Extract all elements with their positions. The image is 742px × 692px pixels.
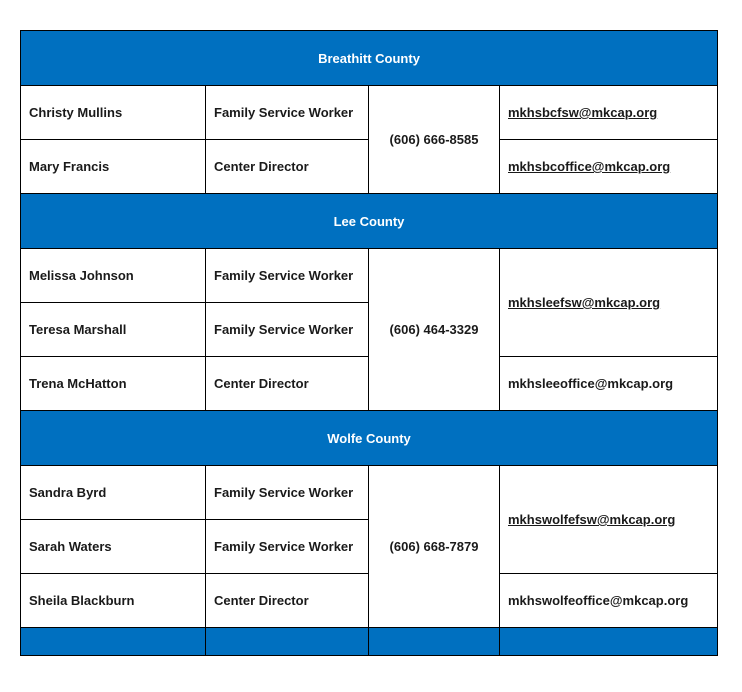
staff-title: Family Service Worker (206, 86, 369, 140)
staff-name: Sandra Byrd (21, 466, 206, 520)
county-header-row (21, 31, 718, 86)
staff-name: Christy Mullins (21, 86, 206, 140)
county-phone: (606) 464-3329 (369, 249, 500, 411)
table-footer-row (21, 628, 718, 656)
email-cell (500, 574, 718, 628)
email-link[interactable]: mkhsleefsw@mkcap.org (508, 295, 661, 310)
county-header-row (21, 194, 718, 249)
staff-name: Mary Francis (21, 140, 206, 194)
staff-title: Family Service Worker (206, 520, 369, 574)
table-row (21, 86, 718, 140)
email-cell (500, 86, 718, 140)
staff-name: Trena McHatton (21, 357, 206, 411)
staff-title: Center Director (206, 357, 369, 411)
county-heading-wolfe: Wolfe County (21, 411, 718, 466)
email-cell (500, 140, 718, 194)
county-phone: (606) 668-7879 (369, 466, 500, 628)
email-text: mkhswolfeoffice@mkcap.org (508, 593, 689, 608)
footer-cell (21, 628, 206, 656)
county-header-row (21, 411, 718, 466)
staff-title: Family Service Worker (206, 249, 369, 303)
staff-title: Family Service Worker (206, 303, 369, 357)
staff-title: Center Director (206, 574, 369, 628)
staff-name: Sheila Blackburn (21, 574, 206, 628)
staff-name: Sarah Waters (21, 520, 206, 574)
email-link[interactable]: mkhsbcfsw@mkcap.org (508, 105, 658, 120)
county-contacts-table (20, 30, 718, 656)
email-cell (500, 249, 718, 357)
email-cell (500, 357, 718, 411)
staff-name: Melissa Johnson (21, 249, 206, 303)
county-heading-breathitt: Breathitt County (21, 31, 718, 86)
staff-title: Center Director (206, 140, 369, 194)
table-row (21, 466, 718, 520)
footer-cell (369, 628, 500, 656)
email-cell (500, 466, 718, 574)
email-link[interactable]: mkhswolfefsw@mkcap.org (508, 512, 676, 527)
county-heading-lee: Lee County (21, 194, 718, 249)
footer-cell (500, 628, 718, 656)
footer-cell (206, 628, 369, 656)
staff-title: Family Service Worker (206, 466, 369, 520)
table-row (21, 249, 718, 303)
staff-name: Teresa Marshall (21, 303, 206, 357)
email-link[interactable]: mkhsbcoffice@mkcap.org (508, 159, 671, 174)
email-text: mkhsleeoffice@mkcap.org (508, 376, 674, 391)
county-phone: (606) 666-8585 (369, 86, 500, 194)
